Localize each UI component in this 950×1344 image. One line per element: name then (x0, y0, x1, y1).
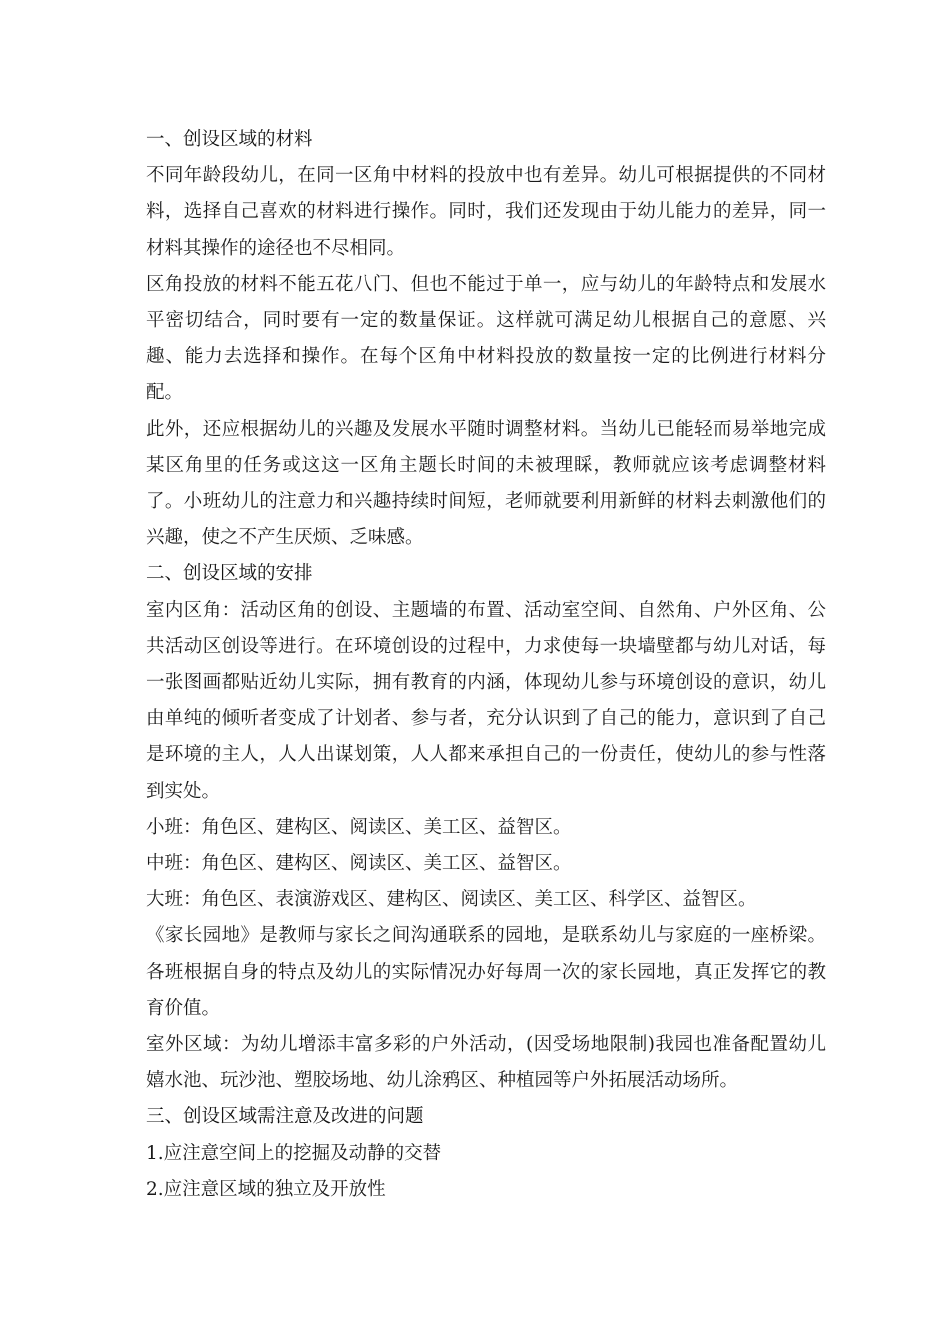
paragraph-large-class: 大班：角色区、表演游戏区、建构区、阅读区、美工区、科学区、益智区。 (146, 889, 757, 911)
paragraph-outdoor-areas: 室外区域：为幼儿增添丰富多彩的户外活动，(因受场地限制)我园也准备配置幼儿嬉水池、玩沙池、塑胶场地、幼儿涂鸦区、种植园等户外拓展活动场所。 (146, 1034, 826, 1092)
paragraph-parents-garden: 《家长园地》是教师与家长之间沟通联系的园地，是联系幼儿与家庭的一座桥梁。各班根据自身的特点及幼儿的实际情况办好每周一次的家长园地，真正发挥它的教育价值。 (146, 925, 826, 1019)
paragraph-small-class: 小班：角色区、建构区、阅读区、美工区、益智区。 (146, 816, 572, 838)
list-item-independence-openness: 2.应注意区域的独立及开放性 (146, 1178, 386, 1200)
section-heading-arrangement: 二、创设区域的安排 (146, 563, 313, 585)
paragraph-indoor-areas: 室内区角：活动区角的创设、主题墙的布置、活动室空间、自然角、户外区角、公共活动区创设等进行。在环境创设的过程中，力求使每一块墙壁都与幼儿对话，每一张图画都贴近幼儿实际，拥有教育的内涵，体现幼儿参与环境创设的意识，幼儿由单纯的倾听者变成了计划者、参与者，充分认识到了自己的能力，意识到了自己是环境的主人，人人出谋划策，人人都来承担自己的一份责任，使幼儿的参与性落到实处。 (146, 599, 826, 802)
paragraph-materials-quantity: 区角投放的材料不能五花八门、但也不能过于单一，应与幼儿的年龄特点和发展水平密切结合，同时要有一定的数量保证。这样就可满足幼儿根据自己的意愿、兴趣、能力去选择和操作。在每个区角中材料投放的数量按一定的比例进行材料分配。 (146, 273, 826, 404)
document-body (146, 122, 826, 1208)
section-heading-issues: 三、创设区域需注意及改进的问题 (146, 1106, 424, 1128)
list-item-space-usage: 1.应注意空间上的挖掘及动静的交替 (146, 1142, 442, 1164)
paragraph-middle-class: 中班：角色区、建构区、阅读区、美工区、益智区。 (146, 853, 572, 875)
paragraph-materials-age-differences: 不同年龄段幼儿，在同一区角中材料的投放中也有差异。幼儿可根据提供的不同材料，选择自己喜欢的材料进行操作。同时，我们还发现由于幼儿能力的差异，同一材料其操作的途径也不尽相同。 (146, 165, 826, 259)
section-heading-materials: 一、创设区域的材料 (146, 129, 313, 150)
paragraph-materials-adjustment: 此外，还应根据幼儿的兴趣及发展水平随时调整材料。当幼儿已能轻而易举地完成某区角里的任务或这这一区角主题长时间的未被理睬，教师就应该考虑调整材料了。小班幼儿的注意力和兴趣持续时间短，老师就要利用新鲜的材料去刺激他们的兴趣，使之不产生厌烦、乏味感。 (146, 418, 826, 549)
